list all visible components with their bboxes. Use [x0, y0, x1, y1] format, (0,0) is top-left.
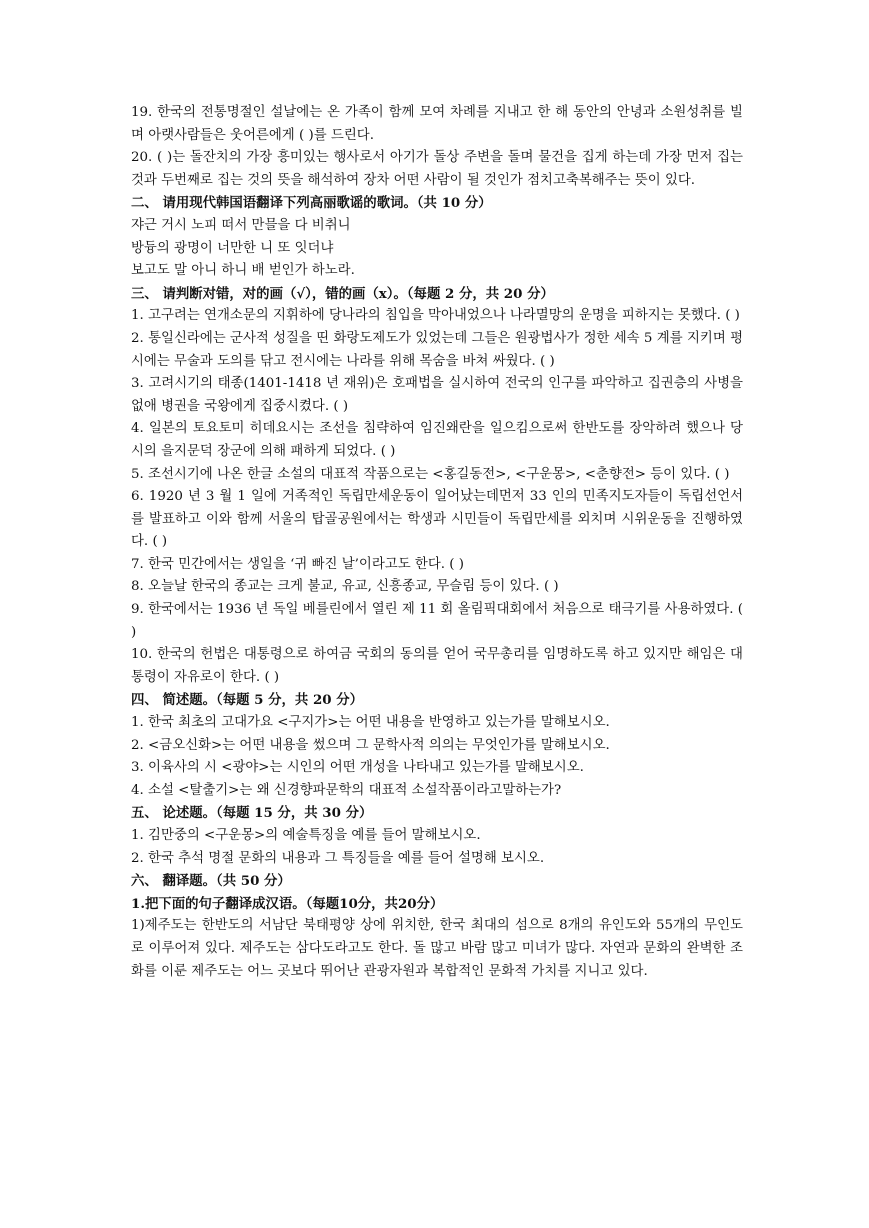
short-answer-1: 1. 한국 최초의 고대가요 <구지가>는 어떤 내용을 반영하고 있는가를 말해보시오. [131, 715, 610, 731]
true-false-item-8: 8. 오늘날 한국의 종교는 크게 불교, 유교, 신흥종교, 무슬림 등이 있다. ( ) [131, 579, 559, 595]
poem-line-3: 보고도 말 아니 하니 배 벋인가 하노라. [131, 263, 355, 279]
true-false-item-4: 4. 일본의 토요토미 히데요시는 조선을 침략하여 임진왜란을 일으킴으로써 한반도를 장악하려 했으나 당시의 을지문덕 장군에 의해 패하게 되었다. ( ) [131, 421, 743, 459]
translation-passage-1: 1)제주도는 한반도의 서남단 북태평양 상에 위치한, 한국 최대의 섬으로 8개의 유인도와 55개의 무인도로 이루어져 있다. 제주도는 삼다도라고도 한다. 돌 많고 바람 많고 미녀가 많다. 자연과 문화의 완벽한 조화를 이룬 제주도는 어느 곳보다 뛰어난 관광자원과 복합적인 문화적 가치를 지니고 있다. [131, 918, 743, 979]
true-false-item-5: 5. 조선시기에 나온 한글 소설의 대표적 작품으로는 <홍길동전>, <구운몽>, <춘향전> 등이 있다. ( ) [131, 466, 730, 482]
true-false-item-9: 9. 한국에서는 1936 년 독일 베를린에서 열린 제 11 회 올림픽대회에서 처음으로 태극기를 사용하였다. ( ) [131, 602, 743, 640]
poem-line-2: 방듕의 광명이 너만한 니 또 잇더냐 [131, 240, 334, 256]
section-3-heading: 三、 请判断对错，对的画（√），错的画（x）。（每题 2 分，共 20 分） [131, 285, 554, 302]
section-4-heading: 四、 简述题。（每题 5 分，共 20 分） [131, 692, 364, 709]
section-6-heading: 六、 翻译题。（共 50 分） [131, 873, 291, 890]
section-2-heading: 二、 请用现代韩国语翻译下列高丽歌谣的歌词。（共 10 分） [131, 195, 492, 212]
true-false-item-7: 7. 한국 민간에서는 생일을 ‘귀 빠진 날’이라고도 한다. ( ) [131, 556, 465, 572]
true-false-item-1: 1. 고구려는 연개소문의 지휘하에 당나라의 침입을 막아내었으나 나라멸망의 운명을 피하지는 못했다. ( ) [131, 308, 740, 324]
short-answer-2: 2. <금오신화>는 어떤 내용을 썼으며 그 문학사적 의의는 무엇인가를 말해보시오. [131, 737, 610, 753]
short-answer-3: 3. 이육사의 시 <광야>는 시인의 어떤 개성을 나타내고 있는가를 말해보시오. [131, 760, 584, 776]
essay-2: 2. 한국 추석 명절 문화의 내용과 그 특징들을 예를 들어 설명해 보시오. [131, 850, 545, 866]
poem-line-1: 쟈근 거시 노피 떠서 만믈을 다 비취니 [131, 217, 351, 233]
true-false-item-10: 10. 한국의 헌법은 대통령으로 하여금 국회의 동의를 얻어 국무총리를 임명하도록 하고 있지만 해임은 대통령이 자유로이 한다. ( ) [131, 647, 743, 685]
translation-subheading: 1.把下面的句子翻译成汉语。（每题10分，共20分） [131, 895, 444, 912]
true-false-item-2: 2. 통일신라에는 군사적 성질을 띤 화랑도제도가 있었는데 그들은 원광법사가 정한 세속 5 계를 지키며 평시에는 무술과 도의를 닦고 전시에는 나라를 위해 목숨을 바쳐 싸웠다. ( ) [131, 330, 743, 369]
section-5-heading: 五、 论述题。（每题 15 分，共 30 分） [131, 805, 373, 822]
question-20: 20. ( )는 돌잔치의 가장 흥미있는 행사로서 아기가 돌상 주변을 돌며 물건을 집게 하는데 가장 먼저 집는 것과 두번째로 집는 것의 뜻을 해석하여 장차 어떤 사람이 될 것인가 점치고축복해주는 뜻이 있다. [131, 150, 743, 188]
true-false-item-3: 3. 고려시기의 태종(1401-1418 년 재위)은 호패법을 실시하여 전국의 인구를 파악하고 집권층의 사병을 없애 병권을 국왕에게 집중시켰다. ( ) [131, 376, 743, 414]
short-answer-4: 4. 소설 <탈출기>는 왜 신경향파문학의 대표적 소설작품이라고말하는가? [131, 782, 562, 798]
question-19: 19. 한국의 전통명절인 설날에는 온 가족이 함께 모여 차례를 지내고 한 해 동안의 안녕과 소원성취를 빌며 아랫사람들은 웃어른에게 ( )를 드린다. [131, 105, 743, 143]
essay-1: 1. 김만중의 <구운몽>의 예술특징을 예를 들어 말해보시오. [131, 828, 481, 843]
true-false-item-6: 6. 1920 년 3 월 1 일에 거족적인 독립만세운동이 일어났는데먼저 33 인의 민족지도자들이 독립선언서를 발표하고 이와 함께 서울의 탑골공원에서는 학생과 시민들이 독립만세를 외치며 시위운동을 진행하였다. ( ) [131, 489, 743, 550]
exam-page [131, 102, 743, 983]
